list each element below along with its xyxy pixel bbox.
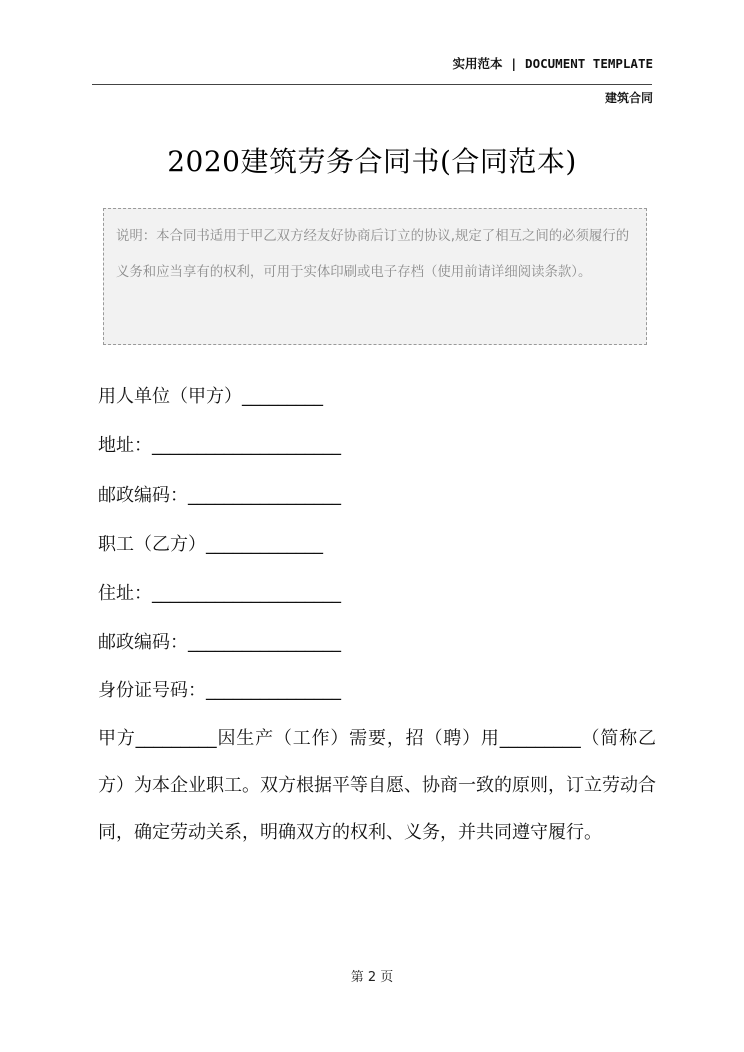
document-title: 2020建筑劳务合同书(合同范本) bbox=[167, 145, 577, 178]
notice-text: 说明：本合同书适用于甲乙双方经友好协商后订立的协议,规定了相互之间的必须履行的义务和应当享有的权利，可用于实体印刷或电子存档（使用前请详细阅读条款）。 bbox=[116, 229, 630, 280]
page-number: 第 2 页 bbox=[350, 970, 394, 985]
field-employer: 用人单位（甲方）_________ bbox=[98, 386, 323, 407]
header-tagline: 实用范本 | DOCUMENT TEMPLATE bbox=[452, 56, 653, 71]
field-employee-postcode: 邮政编码：_________________ bbox=[98, 632, 341, 653]
field-employee-address: 住址：_____________________ bbox=[98, 583, 341, 604]
field-id-number: 身份证号码：_______________ bbox=[98, 680, 341, 701]
header-category: 建筑合同 bbox=[604, 91, 653, 105]
header-divider bbox=[92, 84, 652, 85]
field-employee: 职工（乙方）_____________ bbox=[98, 534, 323, 555]
body-paragraph: 甲方_________因生产（工作）需要，招（聘）用_________（简称乙方）为本企业职工。双方根据平等自愿、协商一致的原则，订立劳动合同，确定劳动关系，明确双方的权利、义务，并共同遵守履行。 bbox=[98, 728, 656, 843]
notice-box bbox=[103, 208, 647, 345]
field-employer-postcode: 邮政编码：_________________ bbox=[98, 485, 341, 506]
field-employer-address: 地址：_____________________ bbox=[98, 435, 341, 456]
